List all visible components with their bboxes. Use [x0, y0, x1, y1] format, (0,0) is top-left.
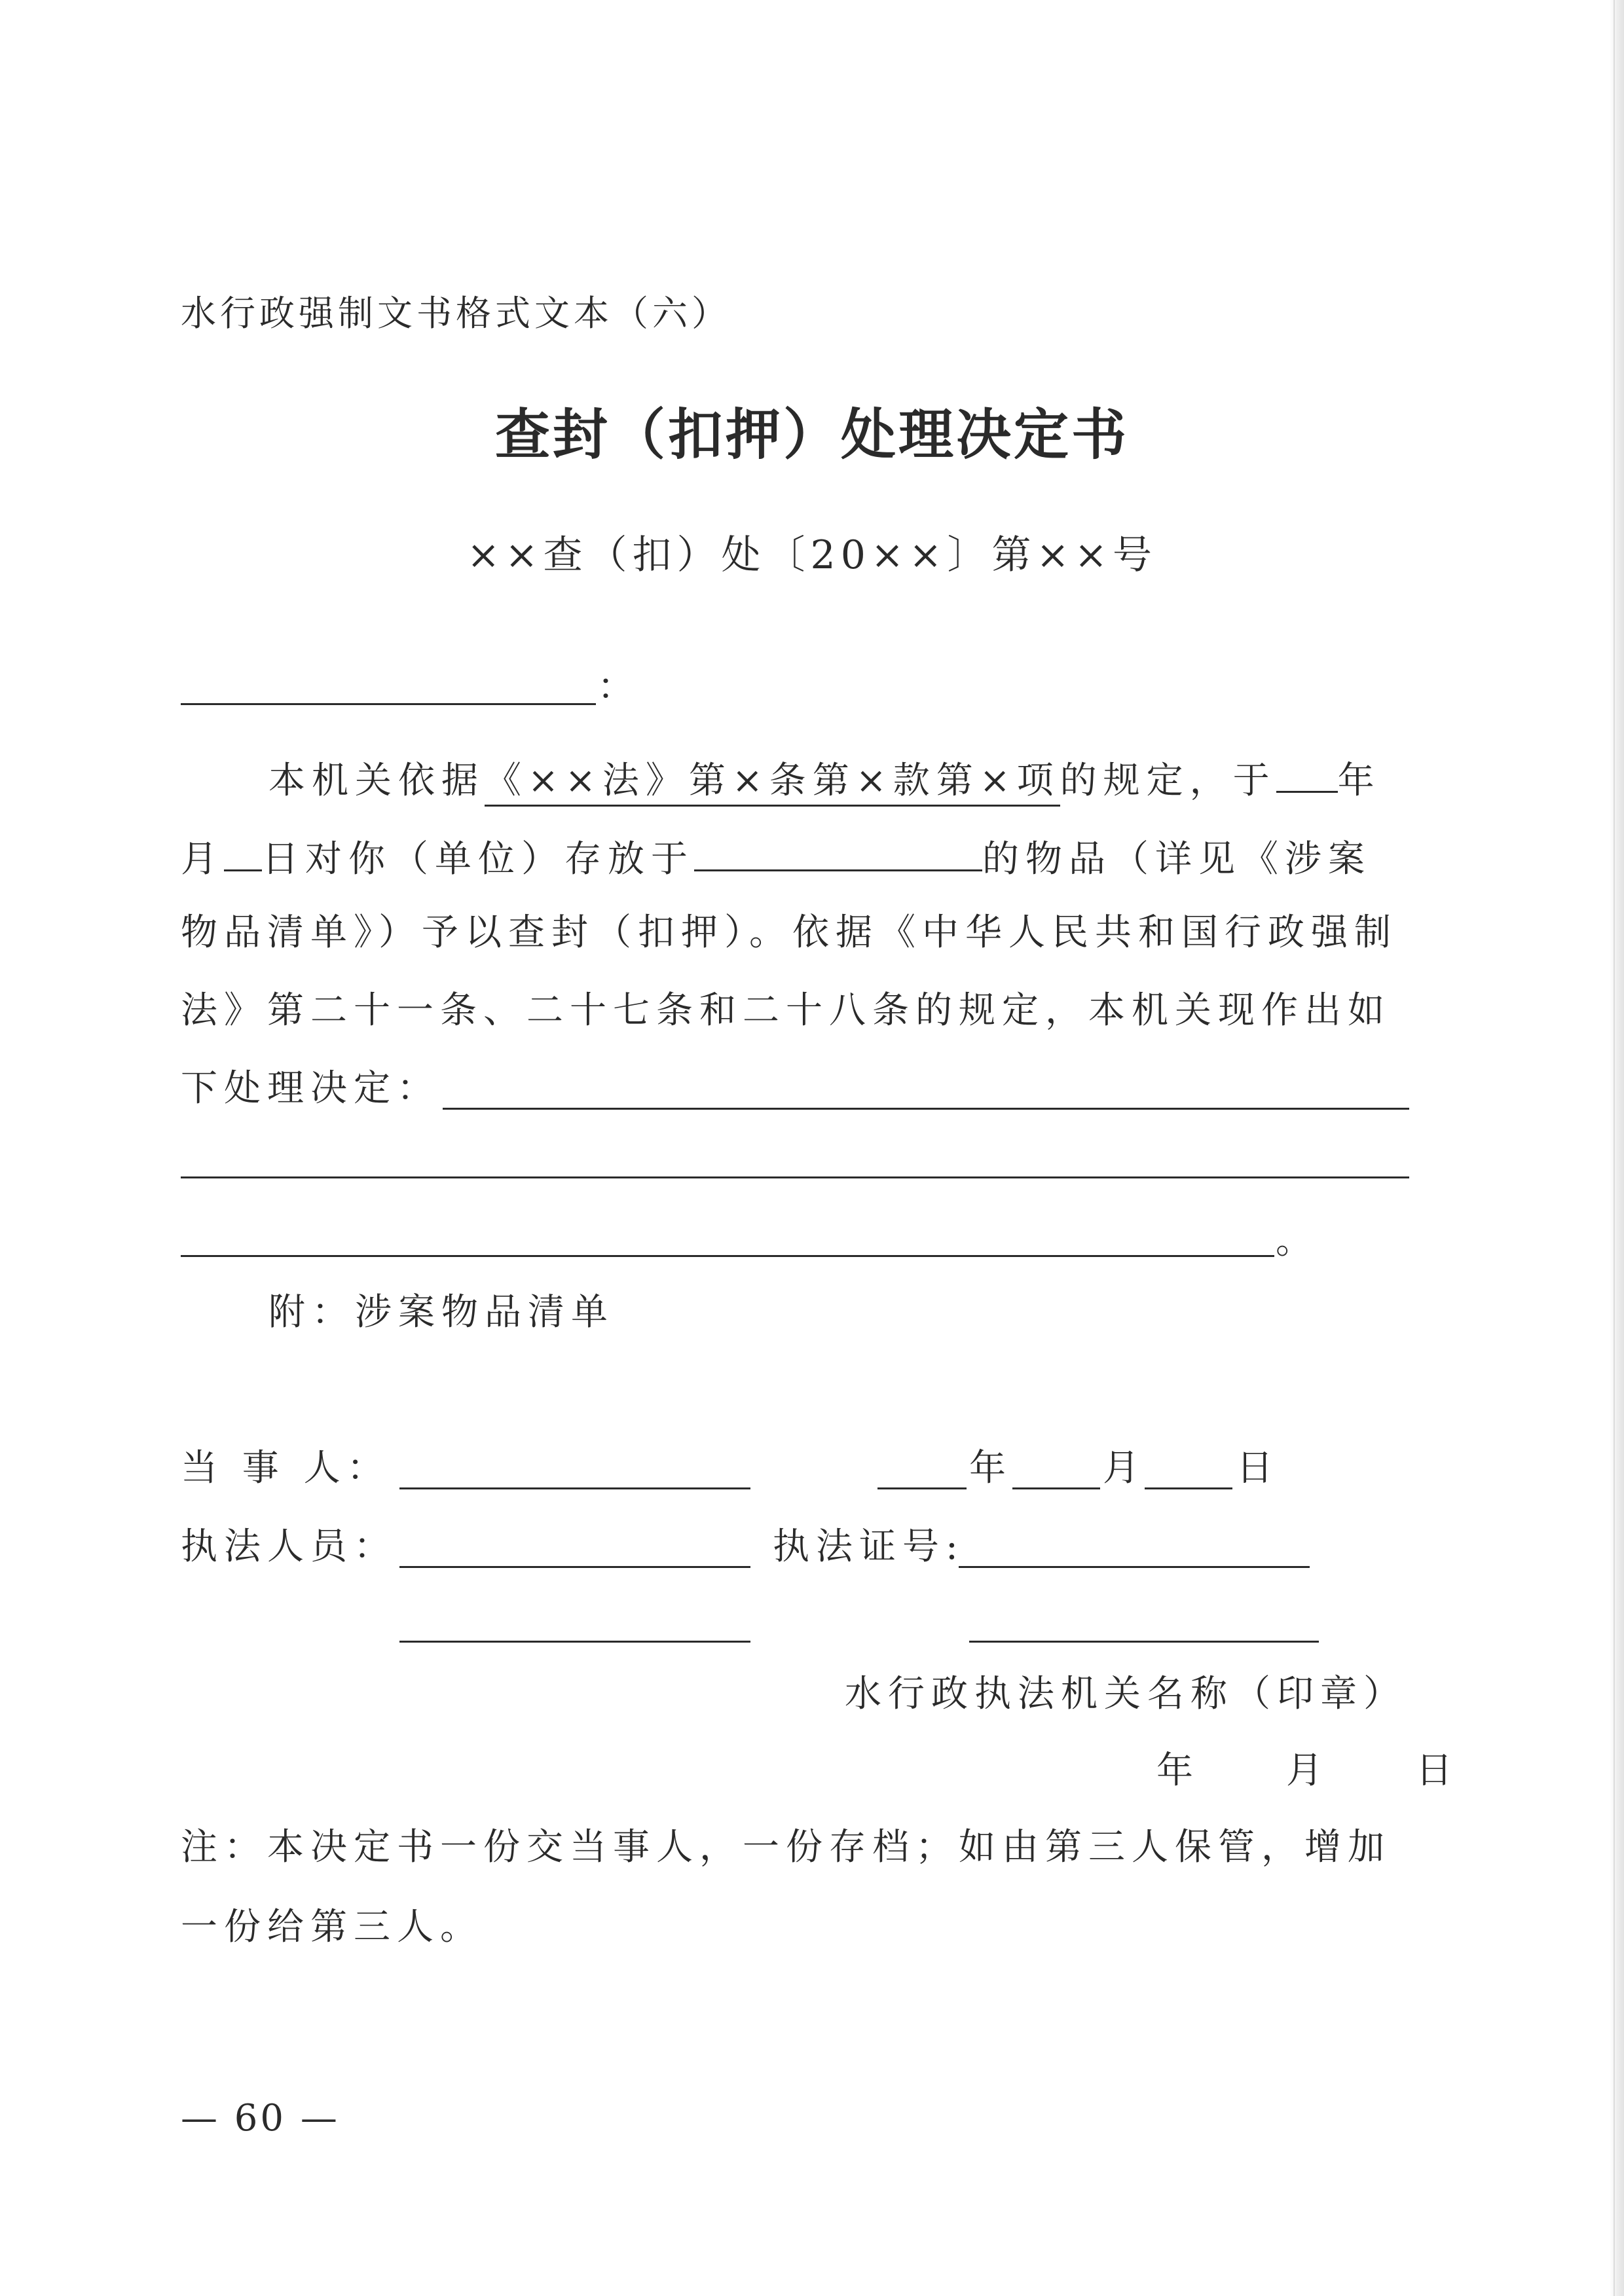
sign-month-label: 月: [1103, 1447, 1146, 1489]
page-number-text: — 60 —: [181, 2097, 340, 2140]
body-p1-year: 年: [1337, 759, 1381, 802]
sign-year-label: 年: [969, 1447, 1012, 1489]
decision-field-line-2[interactable]: [181, 1176, 1409, 1178]
sign-year-field[interactable]: [877, 1487, 967, 1489]
sign-month-field[interactable]: [1012, 1487, 1100, 1489]
issuer-name: 水行政执法机关名称（印章）: [845, 1673, 1407, 1715]
issuer-date: 年 月 日: [1156, 1749, 1459, 1792]
form-series-label: 水行政强制文书格式文本（六）: [181, 293, 731, 334]
year-field[interactable]: [1276, 758, 1338, 793]
body-p2-day-text: 日对你（单位）存放于: [262, 838, 694, 881]
cert-number-field-2[interactable]: [969, 1641, 1319, 1643]
party-label: 当 事 人：: [181, 1447, 390, 1489]
note-line-1: 注：本决定书一份交当事人，一份存档；如由第三人保管，增加: [181, 1826, 1391, 1868]
officer-label: 执法人员：: [181, 1525, 397, 1568]
page-number: [181, 2097, 340, 2140]
cert-label: 执法证号:: [773, 1525, 965, 1568]
body-p1-start: 本机关依据: [268, 759, 485, 802]
party-signature-field[interactable]: [399, 1487, 750, 1489]
body-line-1: [268, 758, 1381, 802]
officer-signature-field-2[interactable]: [399, 1641, 750, 1643]
cert-number-field-1[interactable]: [959, 1566, 1310, 1568]
scan-edge: [1610, 0, 1624, 2296]
addressee-field[interactable]: [181, 703, 596, 705]
law-reference: 《××法》第×条第×款第×项: [485, 759, 1060, 807]
sign-day-field[interactable]: [1145, 1487, 1232, 1489]
body-line-3: 物品清单》）予以查封（扣押）。依据《中华人民共和国行政强制: [181, 911, 1397, 954]
decision-end-period: 。: [1276, 1220, 1319, 1262]
decision-field-line-1[interactable]: [443, 1108, 1409, 1110]
body-line-2: [181, 837, 1371, 881]
scan-line: [1614, 0, 1615, 2296]
officer-signature-field-1[interactable]: [399, 1566, 750, 1568]
day-field[interactable]: [224, 837, 262, 871]
body-p1-mid: 的规定，于: [1060, 759, 1276, 802]
storage-location-field[interactable]: [694, 837, 982, 871]
body-line-5: 下处理决定：: [181, 1067, 440, 1110]
document-number: ××查（扣）处〔20××〕第××号: [467, 532, 1157, 578]
body-line-4: 法》第二十一条、二十七条和二十八条的规定，本机关现作出如: [181, 989, 1391, 1032]
note-line-2: 一份给第三人。: [181, 1906, 483, 1948]
sign-day-label: 日: [1236, 1447, 1280, 1489]
attachment-note: 附：涉案物品清单: [268, 1291, 614, 1334]
document-title: 查封（扣押）处理决定书: [494, 402, 1129, 467]
decision-field-line-3[interactable]: [181, 1255, 1274, 1257]
body-p2-month: 月: [181, 838, 224, 881]
body-p2-end: 的物品（详见《涉案: [982, 838, 1371, 881]
addressee-colon: ：: [597, 666, 640, 708]
